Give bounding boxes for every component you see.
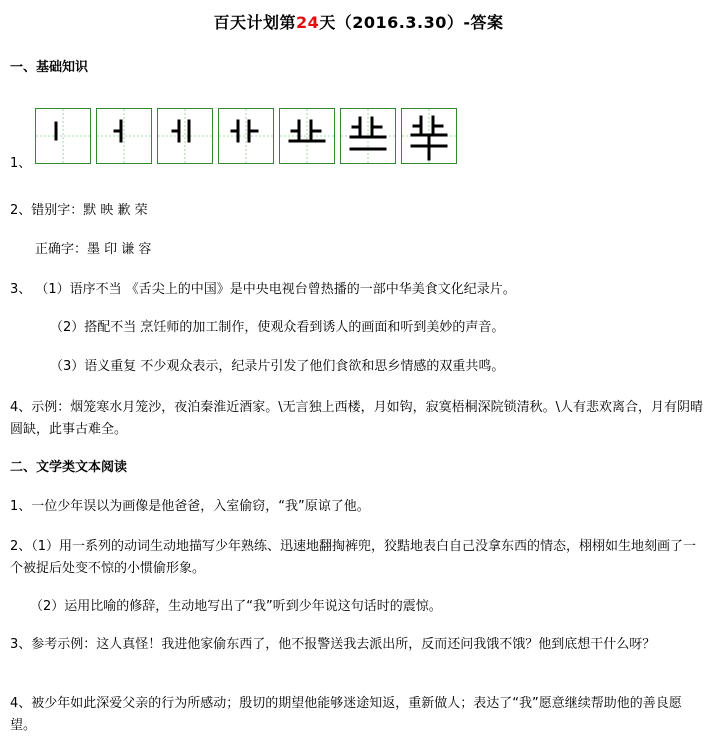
stroke-cell-2 <box>96 108 152 164</box>
section-2-heading: 二、文学类文本阅读 <box>10 460 128 475</box>
q1-label: 1、 <box>10 156 32 171</box>
title-suffix: 天（2016.3.30）-答案 <box>319 13 504 32</box>
page-title <box>0 10 717 33</box>
stroke-cell-1 <box>35 108 91 164</box>
title-prefix: 百天计划第 <box>213 13 296 32</box>
q2-right-chars: 正确字：墨 印 谦 容 <box>35 242 152 257</box>
stroke-cell-4 <box>218 108 274 164</box>
reading-answer-4: 4、被少年如此深爱父亲的行为所感动；殷切的期望他能够迷途知返，重新做人；表达了“我”愿意继续帮助他的善良愿望。 <box>10 696 682 733</box>
reading-answer-1: 1、一位少年误以为画像是他爸爸，入室偷窃，“我”原谅了他。 <box>10 499 370 514</box>
q3-item-1: 3、 （1）语序不当 《舌尖上的中国》是中央电视台曾热播的一部中华美食文化纪录片。 <box>10 282 516 297</box>
q3-item-3: （3）语义重复 不少观众表示，纪录片引发了他们食欲和思乡情感的双重共鸣。 <box>50 359 505 374</box>
q2-wrong-chars: 2、错别字：默 映 歉 荣 <box>10 203 148 218</box>
reading-answer-2-part-1: 2、（1）用一系列的动词生动地描写少年熟练、迅速地翻掏裤兜，狡黠地表白自己没拿东西的情态，栩栩如生地刻画了一个被捉后处变不惊的小惯偷形象。 <box>10 539 697 576</box>
stroke-cell-6 <box>340 108 396 164</box>
section-1-heading: 一、基础知识 <box>10 60 89 75</box>
stroke-cell-3 <box>157 108 213 164</box>
stroke-cell-7 <box>401 108 457 164</box>
q4-examples: 4、示例：烟笼寒水月笼沙，夜泊秦淮近酒家。\无言独上西楼，月如钩，寂寞梧桐深院锁清秋。\人有悲欢离合，月有阴晴圆缺，此事古难全。 <box>10 400 704 437</box>
reading-answer-2-part-2: （2）运用比喻的修辞，生动地写出了“我”听到少年说这句话时的震惊。 <box>30 599 442 614</box>
q3-item-2: （2）搭配不当 烹饪师的加工制作，使观众看到诱人的画面和听到美妙的声音。 <box>50 320 505 335</box>
stroke-cell-5 <box>279 108 335 164</box>
title-day-number: 24 <box>296 13 320 32</box>
reading-answer-3: 3、参考示例：这人真怪！我进他家偷东西了，他不报警送我去派出所，反而还问我饿不饿？他到底想干什么呀？ <box>10 637 656 652</box>
